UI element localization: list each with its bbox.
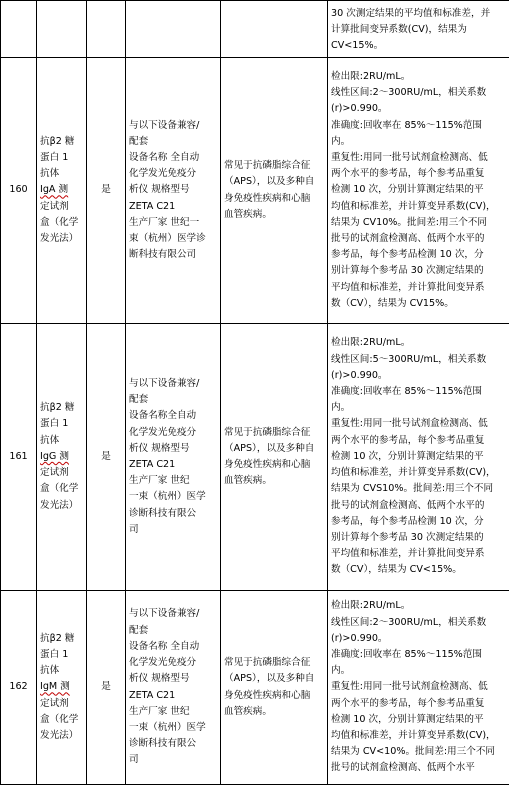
perf-line: 结果为 CV<10%。批间差:用三个不同 (331, 744, 506, 760)
device-line: 设备名称 全自动 (129, 639, 217, 655)
product-name-line: IgM 测 (40, 679, 83, 695)
perf-line: 参考品，每个参考品检测 10 次，分 (331, 514, 506, 530)
use-line: 血管疾病。 (224, 473, 324, 489)
product-name (37, 591, 87, 785)
perf-line: 检测 10 次，分别计算测定结果的平 (331, 449, 506, 465)
device-line: 析仪 规格型号 (129, 182, 217, 198)
performance-indicators (328, 591, 509, 785)
perf-line: 检出限:2RU/mL。 (331, 69, 506, 85)
compatible-device (126, 58, 221, 324)
use-line: 身免疫性疾病和心脑 (224, 688, 324, 704)
perf-line: 线性区间:2～300RU/mL，相关系数 (331, 615, 506, 631)
product-name-line: 抗β2 糖 (40, 400, 83, 416)
perf-line: 计算批间变异系数(CV)，结果为 (331, 22, 506, 38)
use-line: 身免疫性疾病和心脑 (224, 191, 324, 207)
perf-line: 两个水平的参考品，每个参考品重复 (331, 696, 506, 712)
device-line: 生产厂家 世纪 (129, 704, 217, 720)
product-name-line: 发光法） (40, 231, 83, 247)
product-name-line: 定试剂 (40, 199, 83, 215)
intended-use (221, 324, 328, 591)
product-name-line: 抗β2 糖 (40, 134, 83, 150)
product-name-line: 抗体 (40, 433, 83, 449)
perf-line: 别计算每个参考品 30 次测定结果的 (331, 263, 506, 279)
perf-line: 准确度:回收率在 85%～115%范围 (331, 647, 506, 663)
perf-line: 结果为 CVS10%。批间差:用三个不同 (331, 481, 506, 497)
perf-line: 平均值和标准差，并计算批间变异系 (331, 546, 506, 562)
product-name-line: IgA 测 (40, 182, 83, 198)
device-line: ZETA C21 (129, 457, 217, 473)
use-line: 常见于抗磷脂综合征 (224, 425, 324, 441)
perf-line: 内。 (331, 400, 506, 416)
device-line: 司 (129, 522, 217, 538)
perf-line: 批号的试剂盒检测高、低两个水平的 (331, 498, 506, 514)
device-line: 一束（杭州）医学 (129, 720, 217, 736)
row-number: 161 (1, 324, 37, 591)
perf-line: 结果为 CV10%。批间差:用三个不同 (331, 215, 506, 231)
product-name-line: 抗体 (40, 663, 83, 679)
product-name-line: 盒（化学 (40, 481, 83, 497)
perf-line: 准确度:回收率在 85%～115%范围 (331, 118, 506, 134)
compatible-device (126, 591, 221, 785)
product-name-line: IgG 测 (40, 449, 83, 465)
empty-cell (126, 1, 221, 58)
perf-line: 重复性:用同一批号试剂盒检测高、低 (331, 150, 506, 166)
perf-line: 数（CV），结果为 CV<15%。 (331, 562, 506, 578)
perf-line: 参考品，每个参考品检测 10 次，分 (331, 247, 506, 263)
perf-line: 批号的试剂盒检测高、低两个水平的 (331, 231, 506, 247)
device-line: ZETA C21 (129, 199, 217, 215)
device-line: 配套 (129, 392, 217, 408)
device-line: 配套 (129, 134, 217, 150)
compatible-device (126, 324, 221, 591)
product-name-line: 盒（化学 (40, 712, 83, 728)
device-line: 配套 (129, 623, 217, 639)
device-line: ZETA C21 (129, 688, 217, 704)
intended-use (221, 58, 328, 324)
perf-line: 数（CV），结果为 CV15%。 (331, 296, 506, 312)
perf-line: 检出限:2RU/mL。 (331, 335, 506, 351)
device-line: 设备名称全自动 (129, 408, 217, 424)
perf-line: 准确度:回收率在 85%～115%范围 (331, 384, 506, 400)
product-name-line: 定试剂 (40, 696, 83, 712)
perf-line: 两个水平的参考品，每个参考品重复 (331, 166, 506, 182)
use-line: （APS），以及多种自 (224, 174, 324, 190)
perf-line: 批号的试剂盒检测高、低两个水平 (331, 760, 506, 776)
perf-line: CV<15%。 (331, 38, 506, 54)
use-line: （APS），以及多种自 (224, 441, 324, 457)
product-name-line: 抗β2 糖 (40, 631, 83, 647)
device-line: 诊断科技有限公 (129, 736, 217, 752)
intended-use (221, 591, 328, 785)
table-row (1, 591, 509, 785)
perf-line: 均值和标准差，并计算变异系数(CV)， (331, 728, 506, 744)
device-line: 断科技有限公司 (129, 247, 217, 263)
perf-line: 检出限:2RU/mL。 (331, 598, 506, 614)
category-flag: 是 (87, 58, 126, 324)
perf-line: 30 次测定结果的平均值和标准差，并 (331, 6, 506, 22)
product-name-line: 发光法） (40, 498, 83, 514)
perf-line: 别计算每个参考品 30 次测定结果的 (331, 530, 506, 546)
use-line: 常见于抗磷脂综合征 (224, 655, 324, 671)
perf-line: (r)>0.990。 (331, 101, 506, 117)
perf-line: 检测 10 次，分别计算测定结果的平 (331, 182, 506, 198)
perf-line: 检测 10 次，分别计算测定结果的平 (331, 712, 506, 728)
table-row (1, 324, 509, 591)
device-line: 析仪 规格型号 (129, 441, 217, 457)
perf-line: 线性区间:2～300RU/mL，相关系数 (331, 85, 506, 101)
device-line: 一束（杭州）医学 (129, 489, 217, 505)
use-line: 常见于抗磷脂综合征 (224, 158, 324, 174)
perf-line: 平均值和标准差，并计算批间变异系 (331, 280, 506, 296)
device-line: 析仪 规格型号 (129, 671, 217, 687)
empty-cell (221, 1, 328, 58)
row-number: 162 (1, 591, 37, 785)
product-name-line: 蛋白 1 (40, 416, 83, 432)
device-line: 司 (129, 752, 217, 768)
category-flag: 是 (87, 324, 126, 591)
category-flag: 是 (87, 591, 126, 785)
product-name-line: 发光法） (40, 728, 83, 744)
perf-line: 两个水平的参考品，每个参考品重复 (331, 433, 506, 449)
perf-line: 内。 (331, 134, 506, 150)
product-name-line: 蛋白 1 (40, 150, 83, 166)
device-line: 与以下设备兼容/ (129, 118, 217, 134)
table-row-continued (1, 1, 509, 58)
device-line: 生产厂家 世纪 (129, 473, 217, 489)
use-line: 血管疾病。 (224, 704, 324, 720)
device-line: 与以下设备兼容/ (129, 376, 217, 392)
row-number: 160 (1, 58, 37, 324)
product-name-line: 定试剂 (40, 465, 83, 481)
product-name (37, 58, 87, 324)
device-line: 化学发光免疫分 (129, 425, 217, 441)
performance-indicators (328, 58, 509, 324)
empty-cell (1, 1, 37, 58)
empty-cell (87, 1, 126, 58)
perf-line: (r)>0.990。 (331, 631, 506, 647)
device-line: 诊断科技有限公 (129, 506, 217, 522)
perf-line: 重复性:用同一批号试剂盒检测高、低 (331, 416, 506, 432)
use-line: 身免疫性疾病和心脑 (224, 457, 324, 473)
perf-line: 均值和标准差，并计算变异系数(CV)， (331, 465, 506, 481)
device-line: 化学发光免疫分 (129, 166, 217, 182)
perf-line: (r)>0.990。 (331, 368, 506, 384)
empty-cell (37, 1, 87, 58)
device-line: 化学发光免疫分 (129, 655, 217, 671)
use-line: （APS），以及多种自 (224, 671, 324, 687)
product-name-line: 抗体 (40, 166, 83, 182)
performance-indicators (328, 324, 509, 591)
device-line: 生产厂家 世纪一 (129, 215, 217, 231)
product-name (37, 324, 87, 591)
device-line: 设备名称 全自动 (129, 150, 217, 166)
device-line: 束（杭州）医学诊 (129, 231, 217, 247)
performance-cell (328, 1, 509, 58)
product-name-line: 盒（化学 (40, 215, 83, 231)
perf-line: 线性区间:5～300RU/mL，相关系数 (331, 352, 506, 368)
perf-line: 重复性:用同一批号试剂盒检测高、低 (331, 679, 506, 695)
device-line: 与以下设备兼容/ (129, 606, 217, 622)
perf-line: 均值和标准差，并计算变异系数(CV)， (331, 199, 506, 215)
perf-line: 内。 (331, 663, 506, 679)
use-line: 血管疾病。 (224, 207, 324, 223)
table-row (1, 58, 509, 324)
product-name-line: 蛋白 1 (40, 647, 83, 663)
